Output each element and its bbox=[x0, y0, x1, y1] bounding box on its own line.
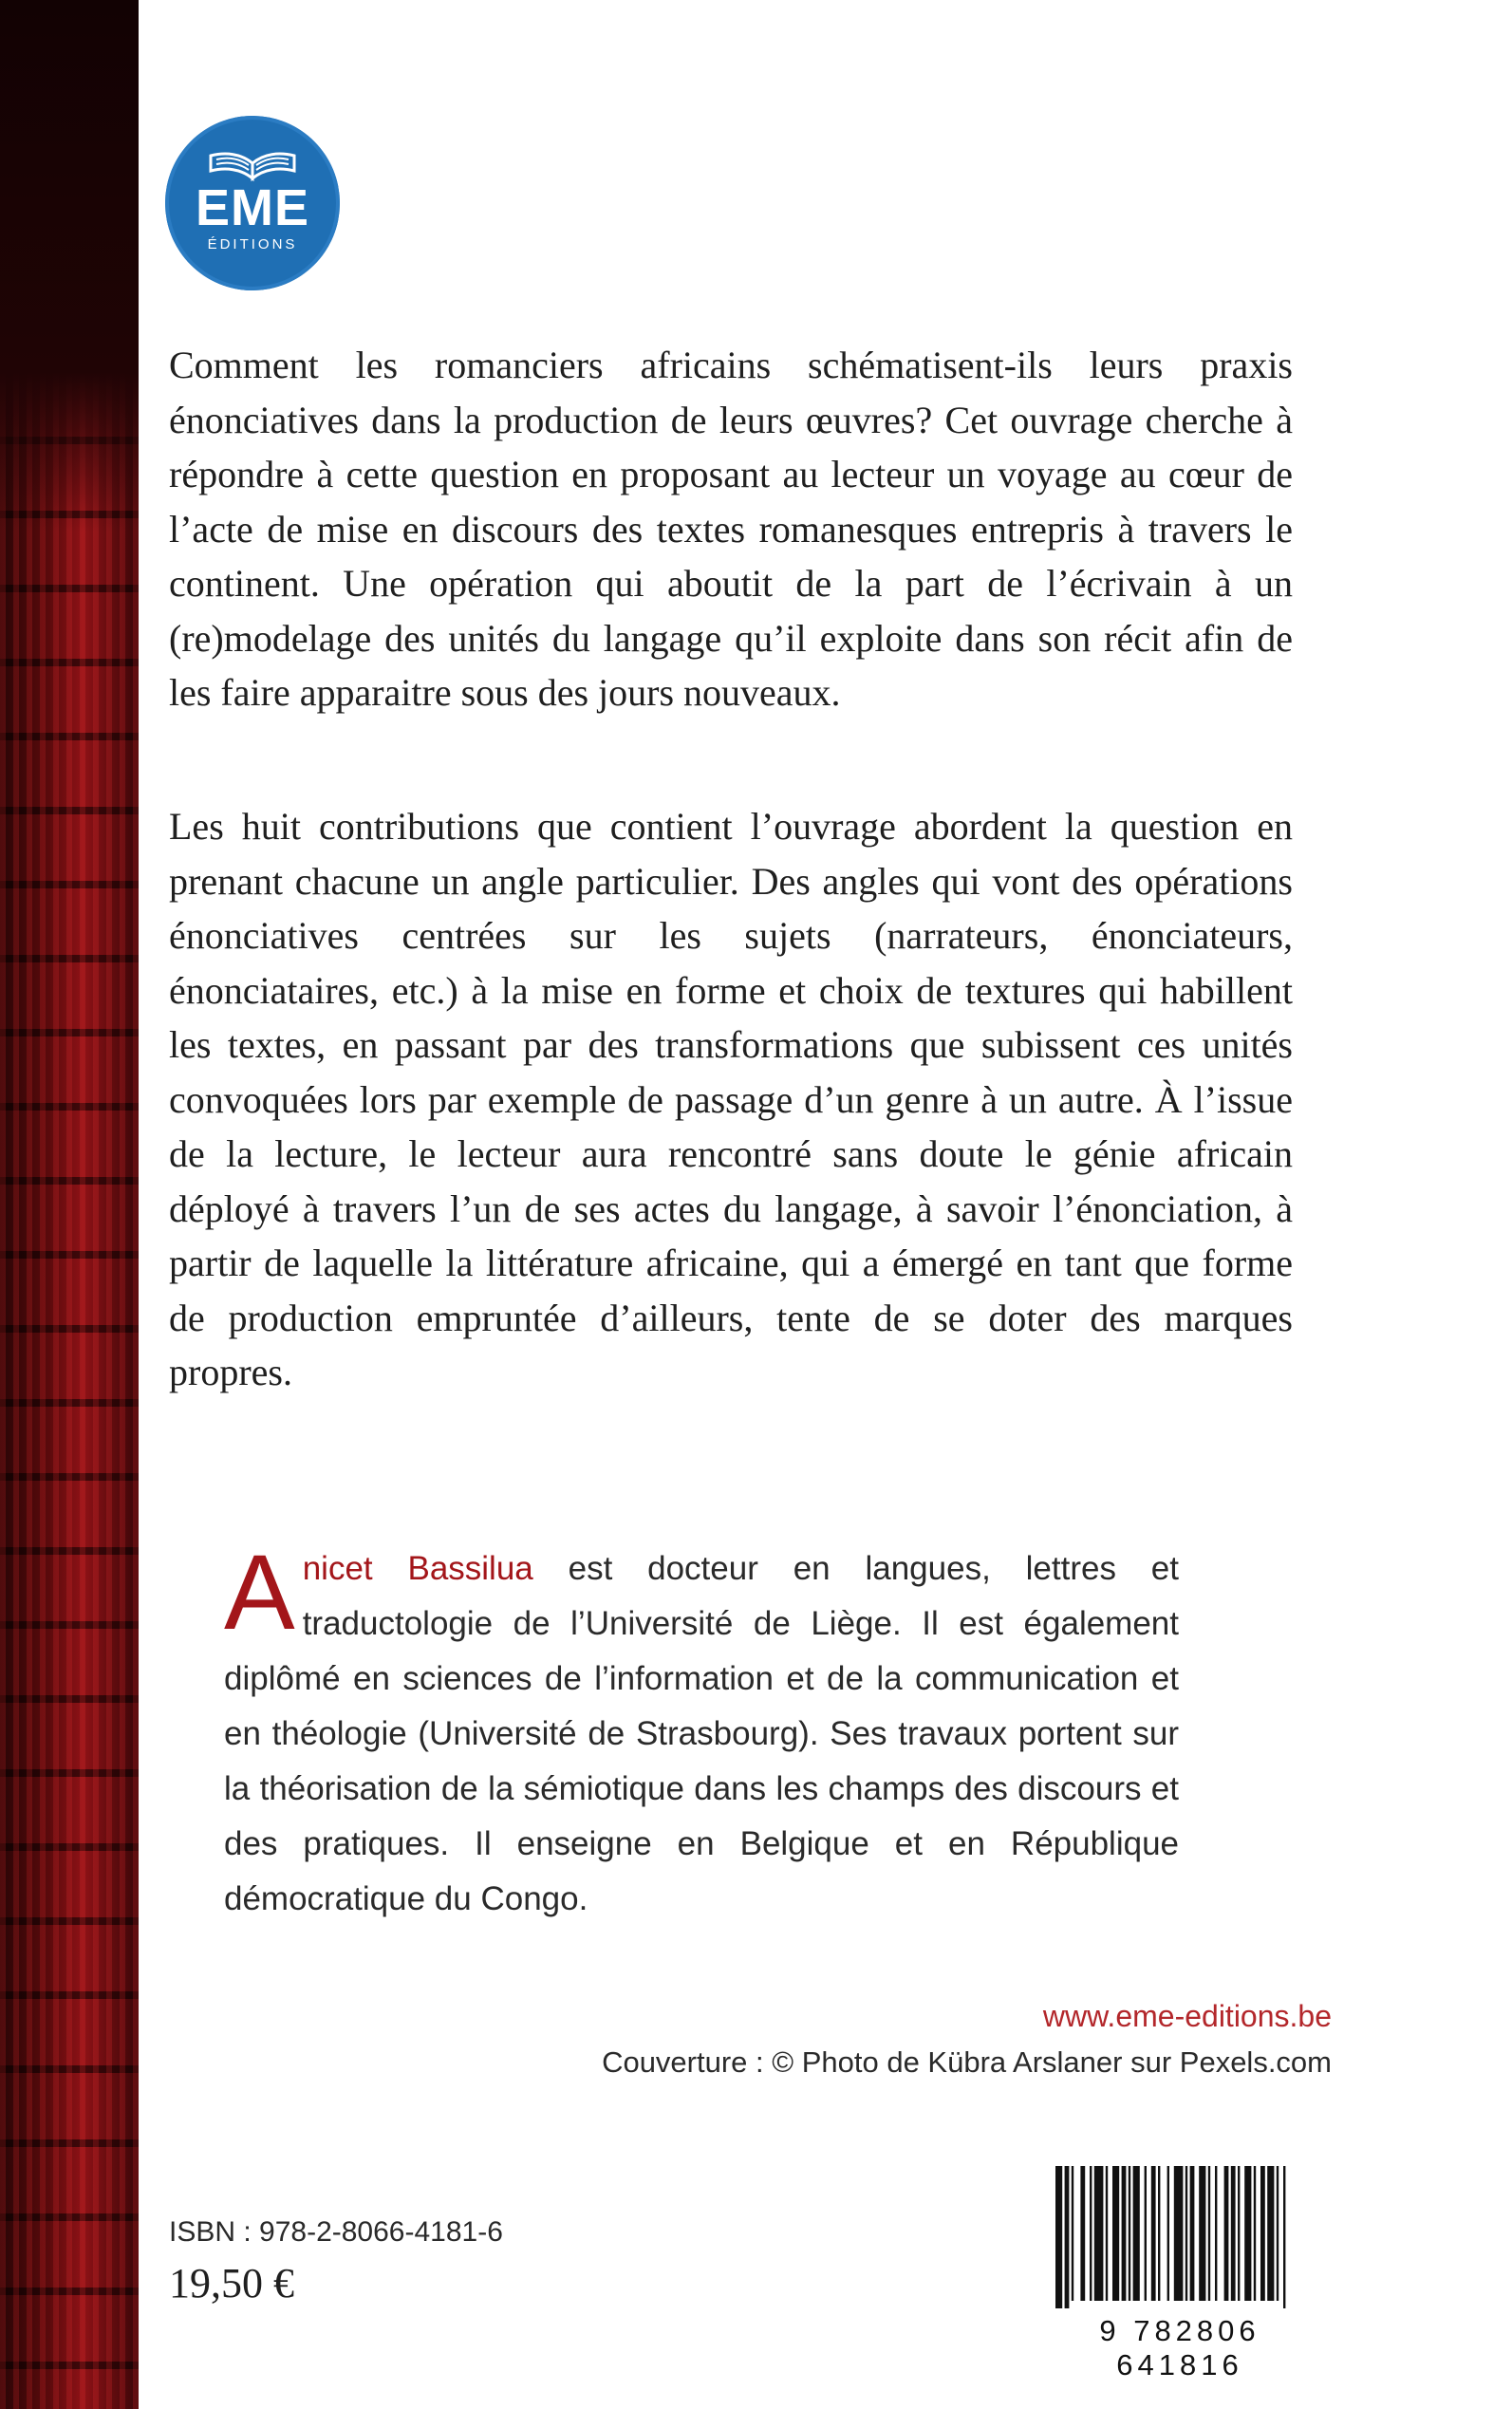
barcode-bar bbox=[1277, 2166, 1279, 2301]
barcode-bar bbox=[1072, 2166, 1073, 2301]
barcode-bar bbox=[1090, 2166, 1092, 2301]
barcode-bar bbox=[1224, 2166, 1229, 2301]
logo-brand: EME bbox=[195, 179, 310, 236]
bio-text: est docteur en langues, lettres et traductologie de l’Université de Liège. Il est également diplômé en sciences de l’information et de la communication et en théologie (Université de Strasbourg). Ses travaux portent sur la théorisation de la sémiotique dans les champs des discours et des pratiques. Il enseigne en Belgique et en République démocratique du Congo. bbox=[224, 1550, 1179, 1917]
barcode-bar bbox=[1231, 2166, 1236, 2301]
barcode-bar bbox=[1267, 2166, 1274, 2301]
bio-dropcap: A bbox=[224, 1533, 295, 1652]
author-name: nicet Bassilua bbox=[302, 1550, 533, 1587]
barcode-bar bbox=[1080, 2166, 1085, 2301]
blurb-paragraph-1: Comment les romanciers africains schématisent-ils leurs praxis énonciatives dans la production de leurs œuvres? Cet ouvrage cherche à répondre à cette question en proposant au lecteur un voyage au cœur de l’acte de mise en discours des textes romanesques entrepris à travers le continent. Une opération qui aboutit de la part de l’écrivain à un (re)modelage des unités du langage qu’il exploite dans son récit afin de les faire apparaitre sous des jours nouveaux. bbox=[169, 344, 1293, 714]
publisher-logo bbox=[165, 116, 340, 290]
book-price: 19,50 € bbox=[169, 2260, 294, 2306]
blurb-paragraph-2: Les huit contributions que contient l’ouvrage abordent la question en prenant chacune un angle particulier. Des angles qui vont des opérations énonciatives centrées sur les sujets (narrateurs, énonciateurs, énonciataires, etc.) à la mise en forme et choix de textures qui habillent les textes, en passant par des transformations que subissent ces unités convoquées lors par exemple de passage d’un genre à un autre. À l’issue de la lecture, le lecteur aura rencontré sans doute le génie africain déployé à travers l’un de ses actes du langage, à savoir l’énonciation, à partir de laquelle la littérature africaine, qui a émergé en tant que forme de production empruntée d’ailleurs, tente de se doter des marques propres. bbox=[169, 805, 1293, 1393]
barcode bbox=[1044, 2162, 1316, 2381]
barcode-bar bbox=[1215, 2166, 1217, 2301]
barcode-bar bbox=[1208, 2166, 1210, 2301]
logo-subtitle: ÉDITIONS bbox=[207, 236, 298, 252]
author-bio bbox=[224, 1533, 1179, 1927]
barcode-bar bbox=[1145, 2166, 1147, 2301]
barcode-bar bbox=[1055, 2166, 1062, 2308]
barcode-bars bbox=[1044, 2162, 1316, 2314]
barcode-digits: 9 782806 641816 bbox=[1099, 2314, 1260, 2381]
barcode-bar bbox=[1260, 2166, 1265, 2301]
barcode-bar bbox=[1129, 2166, 1130, 2301]
barcode-bar bbox=[1185, 2166, 1187, 2301]
barcode-bar bbox=[1174, 2166, 1184, 2301]
barcode-bar bbox=[1199, 2166, 1205, 2301]
barcode-bar bbox=[1244, 2166, 1251, 2301]
barcode-bar bbox=[1133, 2166, 1140, 2301]
barcode-bar bbox=[1283, 2166, 1285, 2308]
barcode-bar bbox=[1158, 2166, 1160, 2301]
cover-credit: Couverture : © Photo de Kübra Arslaner sur Pexels.com bbox=[602, 2045, 1332, 2079]
barcode-bar bbox=[1065, 2166, 1070, 2308]
barcode-bar bbox=[1254, 2166, 1256, 2301]
barcode-bar bbox=[1151, 2166, 1156, 2301]
publisher-website[interactable]: www.eme-editions.be bbox=[1042, 1999, 1332, 2033]
barcode-bar bbox=[1238, 2166, 1240, 2301]
barcode-bar bbox=[1094, 2166, 1104, 2301]
spine-photo-strip bbox=[0, 0, 139, 2409]
isbn-number: ISBN : 978-2-8066-4181-6 bbox=[169, 2216, 503, 2248]
barcode-bar bbox=[1167, 2166, 1169, 2301]
barcode-bar bbox=[1122, 2166, 1127, 2301]
barcode-bar bbox=[1190, 2166, 1195, 2301]
barcode-bar bbox=[1106, 2166, 1108, 2301]
barcode-bar bbox=[1112, 2166, 1119, 2301]
